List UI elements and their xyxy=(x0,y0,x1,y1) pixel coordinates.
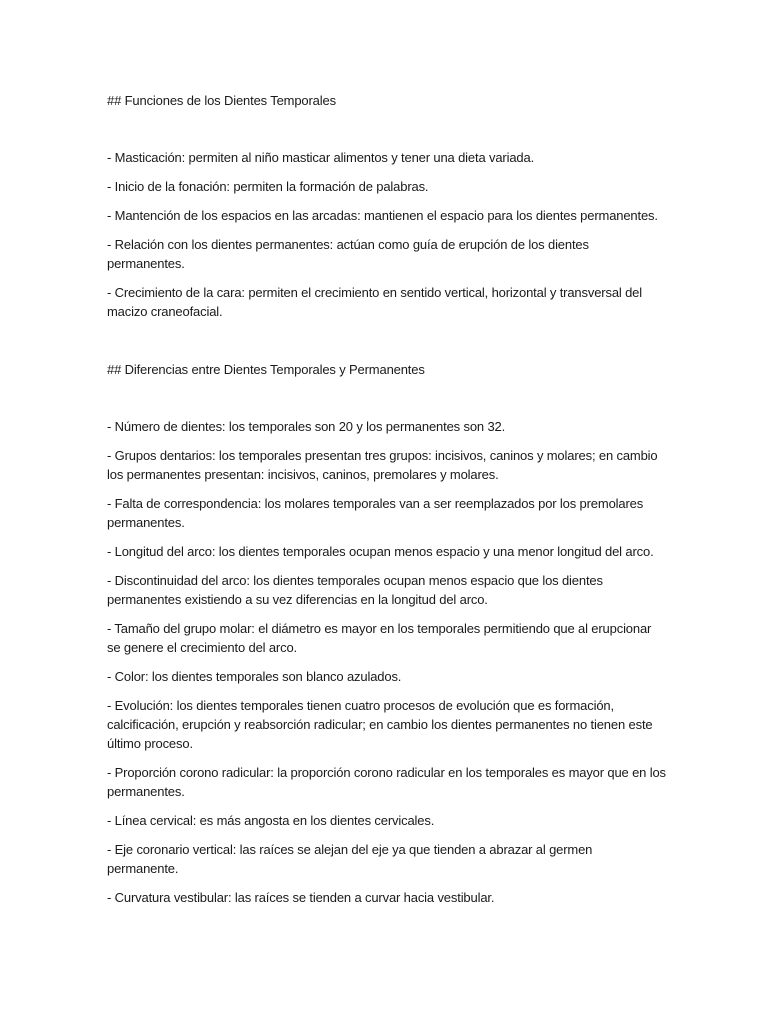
section-heading-diferencias: ## Diferencias entre Dientes Temporales y Permanentes xyxy=(107,362,425,377)
list-item: - Grupos dentarios: los temporales presentan tres grupos: incisivos, caninos y molares; en cambio los permanentes presentan: incisivos, caninos, premolares y molares. xyxy=(107,448,658,482)
list-item: - Inicio de la fonación: permiten la formación de palabras. xyxy=(107,179,429,194)
functions-list xyxy=(107,148,667,321)
list-item: - Color: los dientes temporales son blanco azulados. xyxy=(107,669,402,684)
list-item: - Evolución: los dientes temporales tienen cuatro procesos de evolución que es formación, calcificación, erupción y reabsorción radicular; en cambio los dientes permanentes no tienen este último proceso. xyxy=(107,698,653,751)
list-item: - Línea cervical: es más angosta en los dientes cervicales. xyxy=(107,813,435,828)
differences-list xyxy=(107,417,667,907)
list-item: - Proporción corono radicular: la proporción corono radicular en los temporales es mayor que en los permanentes. xyxy=(107,765,666,799)
list-item: - Falta de correspondencia: los molares temporales van a ser reemplazados por los premolares permanentes. xyxy=(107,496,644,530)
list-item: - Masticación: permiten al niño masticar alimentos y tener una dieta variada. xyxy=(107,150,535,165)
list-item: - Tamaño del grupo molar: el diámetro es mayor en los temporales permitiendo que al erupcionar se genere el crecimiento del arco. xyxy=(107,621,652,655)
list-item: - Mantención de los espacios en las arcadas: mantienen el espacio para los dientes permanentes. xyxy=(107,208,658,223)
document-body xyxy=(107,91,667,917)
list-item: - Eje coronario vertical: las raíces se alejan del eje ya que tienden a abrazar al germen permanente. xyxy=(107,842,593,876)
section-spacer xyxy=(107,331,667,360)
list-item: - Curvatura vestibular: las raíces se tienden a curvar hacia vestibular. xyxy=(107,890,495,905)
list-item: - Discontinuidad del arco: los dientes temporales ocupan menos espacio que los dientes permanentes existiendo a su vez diferencias en la longitud del arco. xyxy=(107,573,603,607)
list-item: - Relación con los dientes permanentes: actúan como guía de erupción de los dientes permanentes. xyxy=(107,237,589,271)
list-item: - Número de dientes: los temporales son 20 y los permanentes son 32. xyxy=(107,419,506,434)
list-item: - Crecimiento de la cara: permiten el crecimiento en sentido vertical, horizontal y transversal del macizo craneofacial. xyxy=(107,285,643,319)
list-item: - Longitud del arco: los dientes temporales ocupan menos espacio y una menor longitud del arco. xyxy=(107,544,654,559)
section-heading-funciones: ## Funciones de los Dientes Temporales xyxy=(107,93,336,108)
